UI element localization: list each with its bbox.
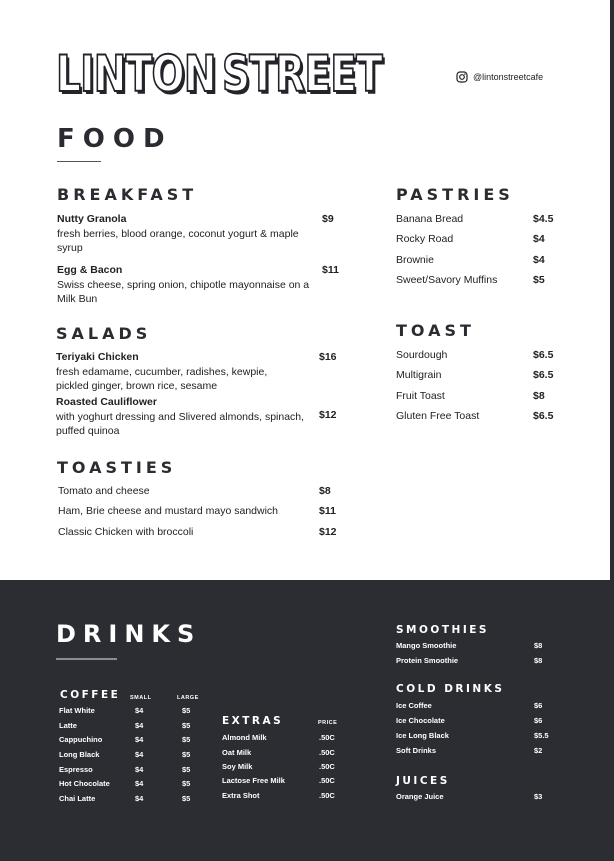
cold-drinks-heading: COLD DRINKS bbox=[396, 683, 505, 695]
item-price: $12 bbox=[319, 409, 337, 421]
drink-price-large: $5 bbox=[182, 794, 191, 803]
drink-name: Almond Milk bbox=[222, 733, 267, 742]
drink-name: Soft Drinks bbox=[396, 746, 437, 755]
drink-price: $8 bbox=[534, 641, 543, 650]
juices-heading: JUICES bbox=[396, 775, 450, 787]
drink-name: Long Black bbox=[59, 750, 100, 759]
salads-heading: SALADS bbox=[56, 324, 152, 343]
drink-price-large: $5 bbox=[182, 735, 191, 744]
pastries-heading: PASTRIES bbox=[396, 185, 514, 204]
item-name: Egg & Bacon bbox=[57, 264, 123, 276]
drink-price: .50C bbox=[319, 791, 335, 800]
drink-price-small: $4 bbox=[135, 794, 144, 803]
col-price-label: PRICE bbox=[318, 720, 338, 726]
coffee-heading: COFFEE bbox=[60, 689, 121, 701]
menu-item bbox=[56, 350, 296, 394]
col-large-label: LARGE bbox=[177, 695, 199, 701]
item-name: Gluten Free Toast bbox=[396, 410, 480, 422]
drink-name: Protein Smoothie bbox=[396, 656, 459, 665]
menu-item bbox=[57, 212, 312, 256]
item-price: $11 bbox=[322, 264, 339, 276]
title-word-1: LINTON bbox=[56, 45, 216, 103]
item-name: Rocky Road bbox=[396, 233, 454, 245]
drink-price-small: $4 bbox=[135, 706, 144, 715]
drink-name: Oat Milk bbox=[222, 748, 252, 757]
drink-price-small: $4 bbox=[135, 765, 144, 774]
drink-price: $3 bbox=[534, 792, 543, 801]
item-name: Brownie bbox=[396, 254, 434, 266]
drink-name: Soy Milk bbox=[222, 762, 253, 771]
item-price: $4 bbox=[533, 233, 545, 245]
item-name: Fruit Toast bbox=[396, 390, 445, 402]
drink-price-small: $4 bbox=[135, 779, 144, 788]
item-name: Multigrain bbox=[396, 369, 442, 381]
drink-price-small: $4 bbox=[135, 721, 144, 730]
drink-price-large: $5 bbox=[182, 750, 191, 759]
cafe-title bbox=[56, 46, 382, 102]
drinks-heading: DRINKS bbox=[56, 620, 202, 648]
item-price: $11 bbox=[319, 505, 336, 517]
item-name: Nutty Granola bbox=[57, 213, 127, 225]
item-price: $4 bbox=[533, 254, 545, 266]
item-price: $4.5 bbox=[533, 213, 554, 225]
item-name: Banana Bread bbox=[396, 213, 464, 225]
menu-item bbox=[57, 263, 319, 307]
drink-name: Cappuchino bbox=[59, 735, 103, 744]
instagram-icon bbox=[456, 71, 468, 83]
instagram-link[interactable] bbox=[456, 71, 543, 83]
drink-price: $5.5 bbox=[534, 731, 549, 740]
drink-price: $8 bbox=[534, 656, 543, 665]
drink-name: Ice Coffee bbox=[396, 701, 432, 710]
drink-name: Chai Latte bbox=[59, 794, 96, 803]
drink-price: .50C bbox=[319, 776, 335, 785]
item-description: fresh berries, blood orange, coconut yogurt & maple syrup bbox=[57, 227, 299, 254]
drink-price-large: $5 bbox=[182, 779, 191, 788]
drink-price: $6 bbox=[534, 716, 543, 725]
item-price: $12 bbox=[319, 526, 337, 538]
item-name: Sweet/Savory Muffins bbox=[396, 274, 498, 286]
smoothies-heading: SMOOTHIES bbox=[396, 624, 489, 636]
drink-name: Flat White bbox=[59, 706, 95, 715]
item-price: $8 bbox=[533, 390, 545, 402]
drink-price-small: $4 bbox=[135, 735, 144, 744]
toast-heading: TOAST bbox=[396, 321, 475, 340]
food-heading: FOOD bbox=[57, 124, 173, 154]
item-price: $6.5 bbox=[533, 349, 554, 361]
item-name: Tomato and cheese bbox=[58, 485, 150, 497]
extras-heading: EXTRAS bbox=[222, 715, 284, 727]
drink-name: Orange Juice bbox=[396, 792, 444, 801]
item-price: $6.5 bbox=[533, 369, 554, 381]
item-price: $9 bbox=[322, 213, 334, 225]
toasties-heading: TOASTIES bbox=[57, 458, 177, 477]
drink-price: .50C bbox=[319, 748, 335, 757]
drink-price: .50C bbox=[319, 762, 335, 771]
drink-name: Hot Chocolate bbox=[59, 779, 110, 788]
item-name: Classic Chicken with broccoli bbox=[58, 526, 194, 538]
item-name: Ham, Brie cheese and mustard mayo sandwich bbox=[58, 505, 279, 517]
drinks-panel bbox=[0, 580, 614, 861]
menu-item bbox=[56, 395, 306, 439]
item-price: $5 bbox=[533, 274, 545, 286]
item-name: Roasted Cauliflower bbox=[56, 396, 157, 408]
drink-price-large: $5 bbox=[182, 721, 191, 730]
item-price: $8 bbox=[319, 485, 331, 497]
drinks-divider bbox=[56, 658, 117, 660]
drink-price: $6 bbox=[534, 701, 543, 710]
drink-name: Ice Chocolate bbox=[396, 716, 445, 725]
page-edge-strip bbox=[610, 0, 614, 580]
drink-price-large: $5 bbox=[182, 765, 191, 774]
drink-name: Lactose Free Milk bbox=[222, 776, 285, 785]
drink-price: .50C bbox=[319, 733, 335, 742]
item-name: Sourdough bbox=[396, 349, 448, 361]
item-price: $6.5 bbox=[533, 410, 554, 422]
item-description: with yoghurt dressing and Slivered almonds, spinach, puffed quinoa bbox=[56, 410, 305, 437]
item-price: $16 bbox=[319, 351, 337, 363]
title-word-2: STREET bbox=[221, 45, 382, 103]
item-description: Swiss cheese, spring onion, chipotle mayonnaise on a Milk Bun bbox=[57, 278, 310, 305]
drink-name: Ice Long Black bbox=[396, 731, 449, 740]
food-divider bbox=[57, 161, 101, 162]
drink-price-small: $4 bbox=[135, 750, 144, 759]
drink-price: $2 bbox=[534, 746, 543, 755]
instagram-handle: @lintonstreetcafe bbox=[473, 72, 544, 82]
drink-name: Mango Smoothie bbox=[396, 641, 457, 650]
col-small-label: SMALL bbox=[130, 695, 152, 701]
item-name: Teriyaki Chicken bbox=[56, 351, 139, 363]
drink-name: Latte bbox=[59, 721, 77, 730]
drink-name: Espresso bbox=[59, 765, 93, 774]
breakfast-heading: BREAKFAST bbox=[57, 185, 198, 204]
drink-price-large: $5 bbox=[182, 706, 191, 715]
item-description: fresh edamame, cucumber, radishes, kewpie, pickled ginger, brown rice, sesame bbox=[56, 365, 268, 392]
drink-name: Extra Shot bbox=[222, 791, 260, 800]
